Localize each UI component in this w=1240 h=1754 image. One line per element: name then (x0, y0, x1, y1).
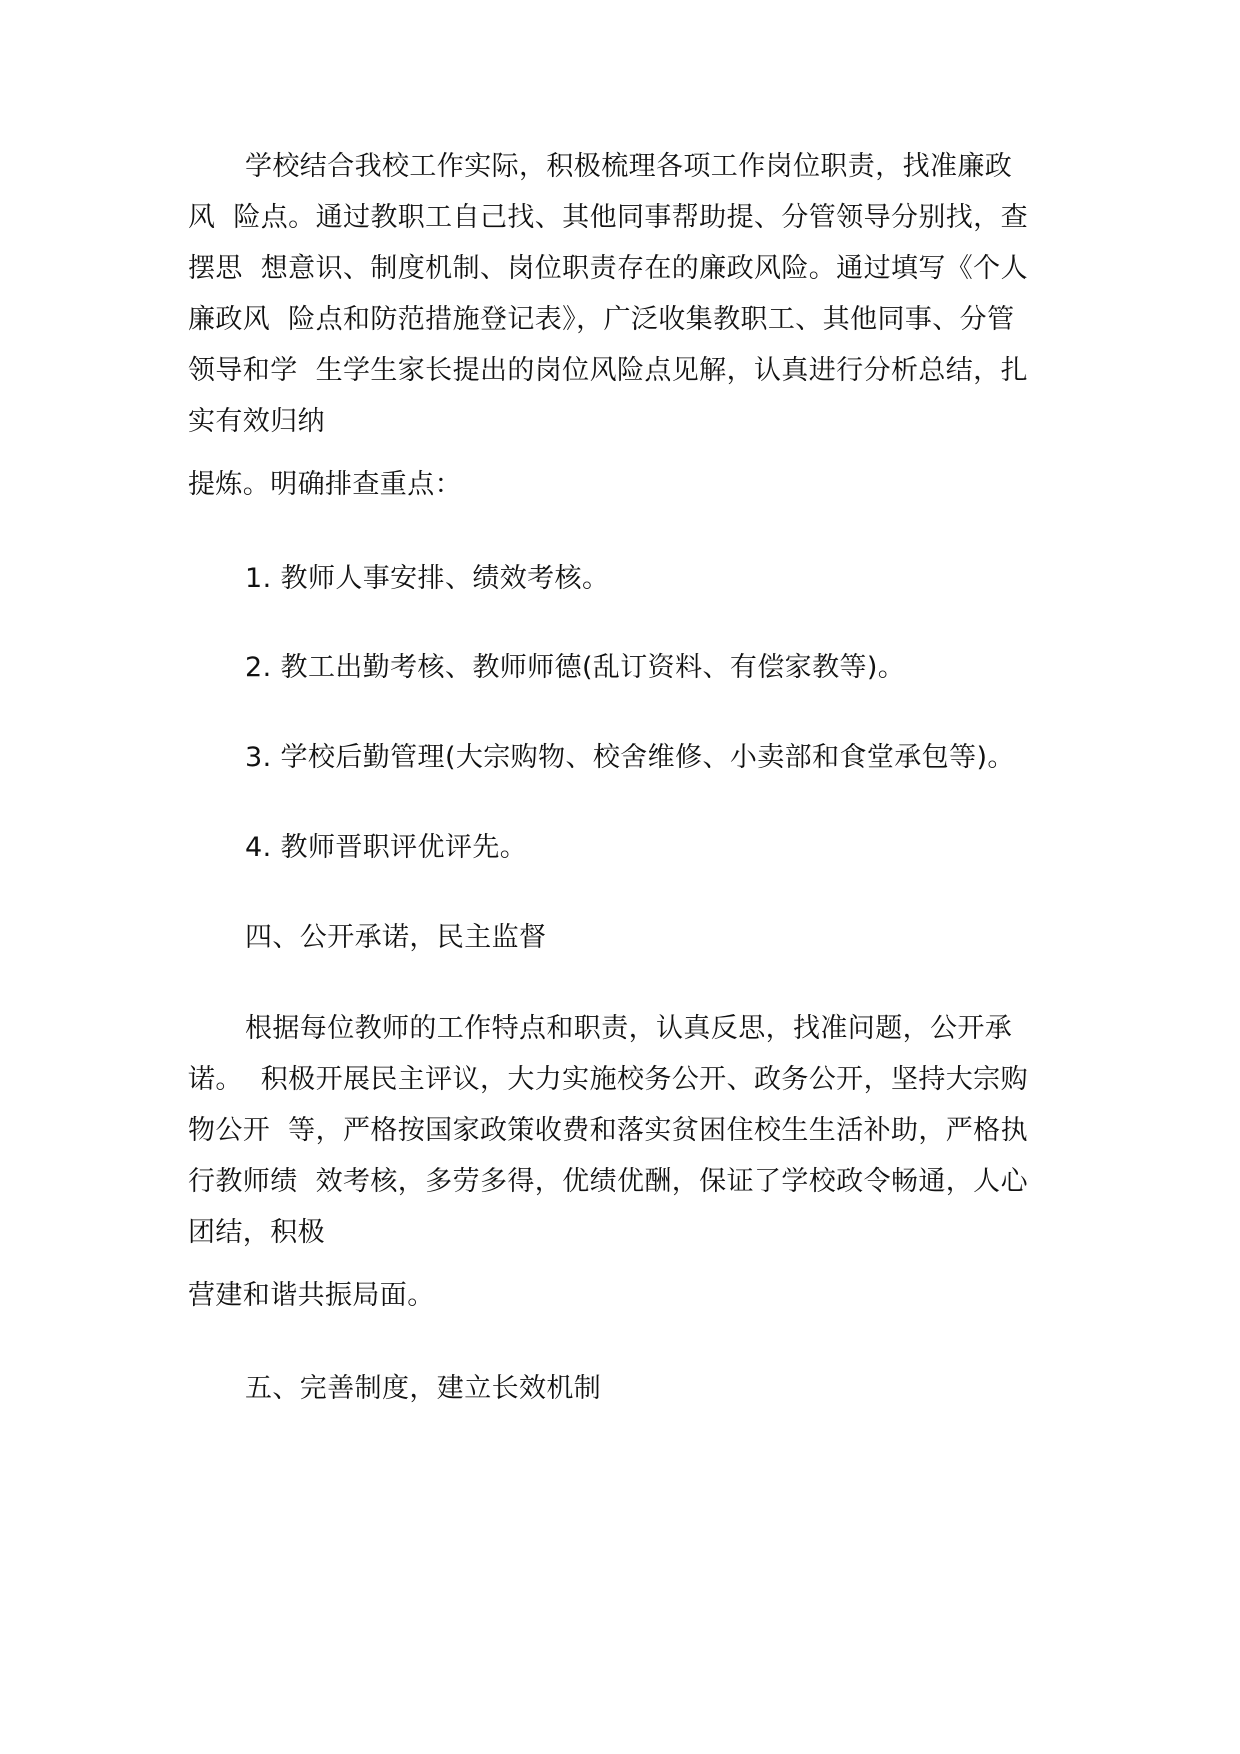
section-heading-4: 四、公开承诺，民主监督 (245, 922, 547, 953)
focus-item-4: 4. 教师晋职评优评先。 (245, 832, 528, 863)
paragraph-1-tail: 提炼。明确排查重点： (188, 469, 462, 500)
paragraph-1-line-2: 风 险点。通过教职工自己找、其他同事帮助提、分管领导分别找，查 (188, 202, 1028, 233)
paragraph-1-line-3: 摆思 想意识、制度机制、岗位职责存在的廉政风险。通过填写《个人 (188, 253, 1028, 284)
paragraph-2-line-3: 物公开 等，严格按国家政策收费和落实贫困住校生生活补助，严格执 (188, 1115, 1028, 1146)
paragraph-2-tail: 营建和谐共振局面。 (188, 1280, 435, 1311)
focus-item-2: 2. 教工出勤考核、教师师德(乱订资料、有偿家教等)。 (245, 652, 906, 683)
paragraph-2-line-2: 诺。 积极开展民主评议，大力实施校务公开、政务公开，坚持大宗购 (188, 1064, 1028, 1095)
section-heading-5: 五、完善制度，建立长效机制 (245, 1373, 602, 1404)
paragraph-1-line-5: 领导和学 生学生家长提出的岗位风险点见解，认真进行分析总结，扎 (188, 355, 1028, 386)
paragraph-2-line-4: 行教师绩 效考核，多劳多得，优绩优酬，保证了学校政令畅通，人心 (188, 1166, 1028, 1197)
focus-item-1: 1. 教师人事安排、绩效考核。 (245, 563, 610, 594)
paragraph-2-line-1: 根据每位教师的工作特点和职责，认真反思，找准问题，公开承 (245, 1013, 1013, 1044)
paragraph-1-line-6: 实有效归纳 (188, 406, 325, 437)
paragraph-1-line-4: 廉政风 险点和防范措施登记表》，广泛收集教职工、其他同事、分管 (188, 304, 1015, 335)
paragraph-2-line-5: 团结，积极 (188, 1217, 325, 1248)
paragraph-1-line-1: 学校结合我校工作实际，积极梳理各项工作岗位职责，找准廉政 (245, 151, 1013, 182)
focus-item-3: 3. 学校后勤管理(大宗购物、校舍维修、小卖部和食堂承包等)。 (245, 742, 1015, 773)
